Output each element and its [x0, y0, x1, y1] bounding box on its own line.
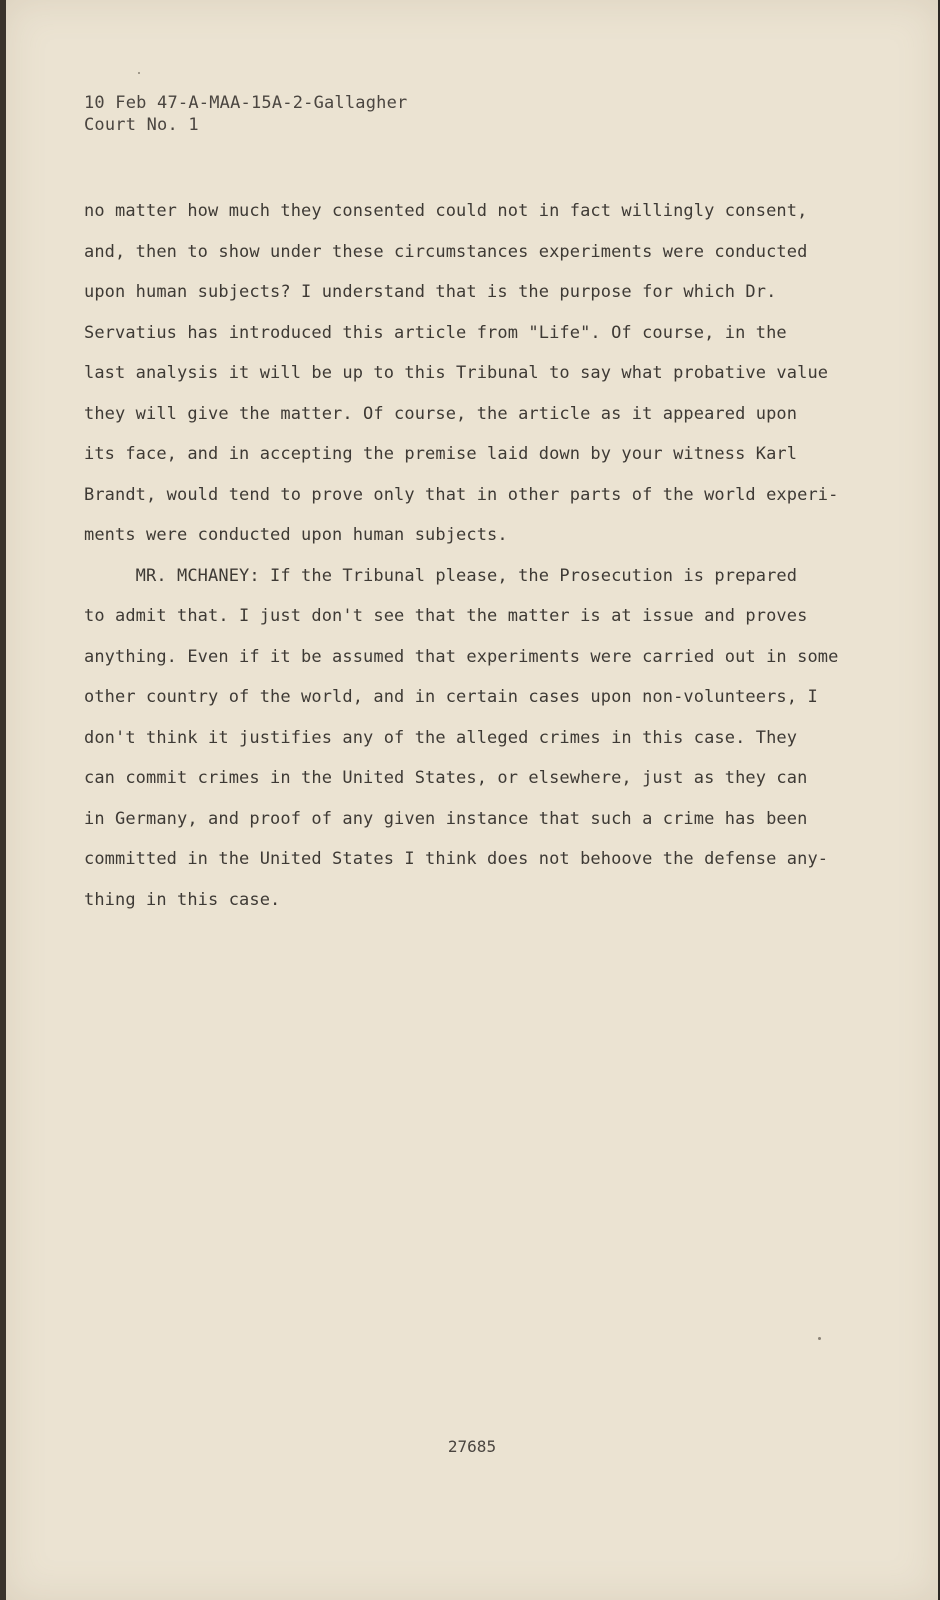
body-line: no matter how much they consented could not in fact willingly consent, [84, 201, 808, 221]
body-line: don't think it justifies any of the alleged crimes in this case. They [84, 727, 798, 748]
body-line: Brandt, would tend to prove only that in other parts of the world experi- [84, 484, 839, 505]
body-line: upon human subjects? I understand that is the purpose for which Dr. [84, 282, 777, 302]
body-line: its face, and in accepting the premise laid down by your witness Karl [84, 444, 798, 464]
body-line: last analysis it will be up to this Tribunal to say what probative value [84, 363, 829, 383]
body-line: thing in this case. [84, 889, 281, 910]
body-line: and, then to show under these circumstances experiments were conducted [84, 241, 808, 262]
body-line: committed in the United States I think does not behoove the defense any- [84, 849, 829, 869]
body-line: to admit that. I just don't see that the matter is at issue and proves [84, 606, 808, 626]
document-header [84, 92, 407, 136]
body-line: other country of the world, and in certain cases upon non-volunteers, I [84, 687, 818, 707]
body-line: in Germany, and proof of any given instance that such a crime has been [84, 808, 808, 829]
body-line: MR. MCHANEY: If the Tribunal please, the Prosecution is prepared [84, 565, 798, 586]
paper-speck [138, 72, 140, 74]
body-line: Servatius has introduced this article from "Life". Of course, in the [84, 322, 787, 343]
header-line-date-ref: 10 Feb 47-A-MAA-15A-2-Gallagher [84, 93, 408, 113]
body-line: anything. Even if it be assumed that experiments were carried out in some [84, 646, 839, 667]
paper-speck [818, 1337, 821, 1340]
body-line: ments were conducted upon human subjects. [84, 525, 508, 545]
header-line-court: Court No. 1 [84, 115, 199, 135]
document-page [6, 0, 938, 1600]
body-line: can commit crimes in the United States, or elsewhere, just as they can [84, 768, 808, 788]
transcript-body [84, 191, 884, 920]
page-number: 27685 [447, 1437, 497, 1456]
body-line: they will give the matter. Of course, the article as it appeared upon [84, 403, 798, 424]
